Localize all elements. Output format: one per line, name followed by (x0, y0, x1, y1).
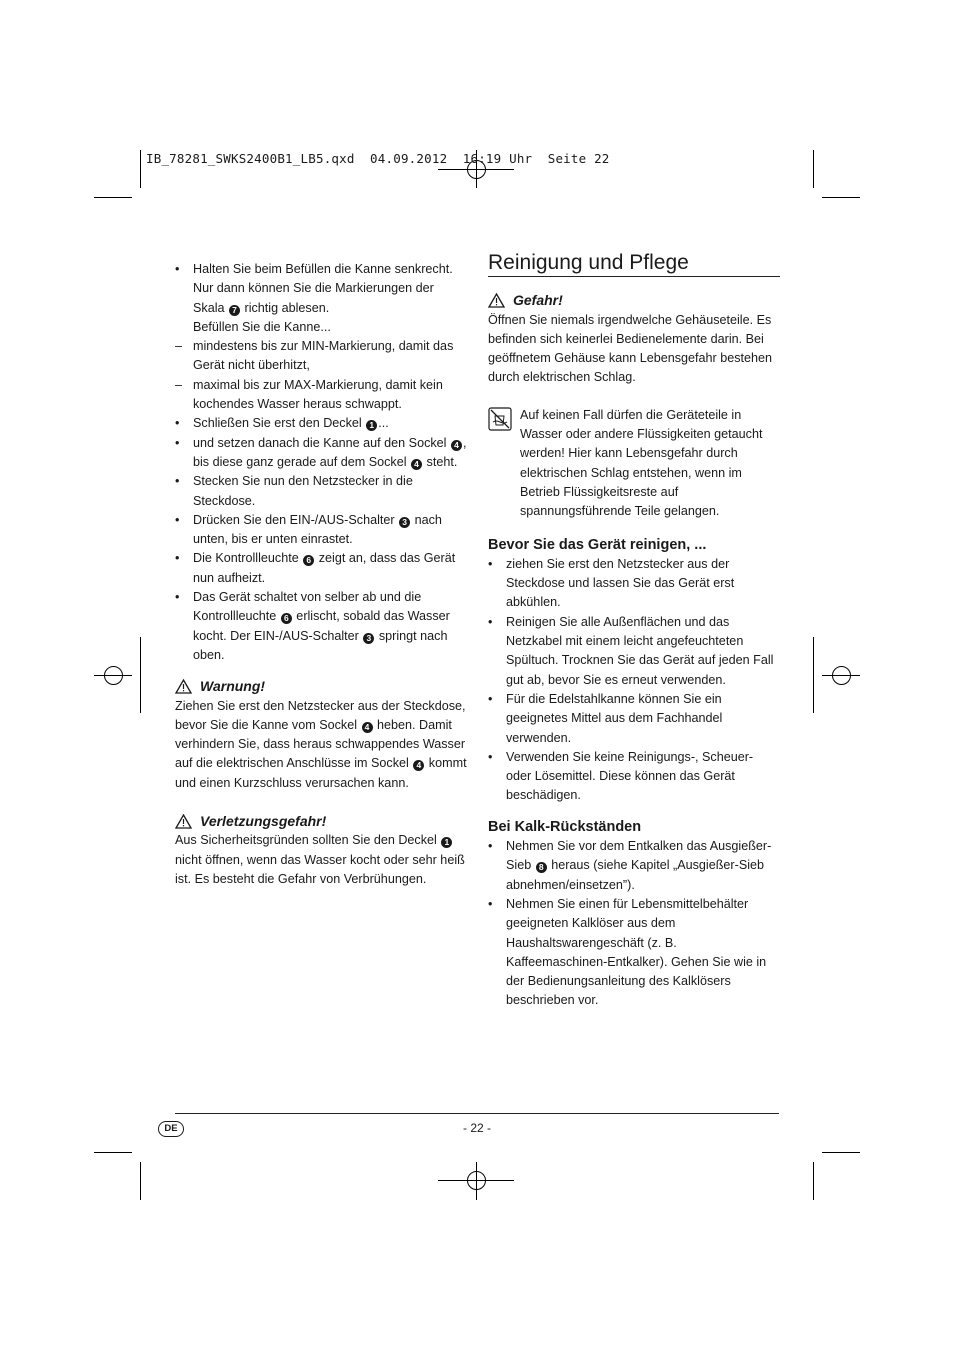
setup-steps-list (175, 260, 467, 665)
file-header: IB_78281_SWKS2400B1_LB5.qxd 04.09.2012 16:19 Uhr Seite 22 (146, 151, 610, 166)
footer-rule (175, 1113, 779, 1114)
danger-title: Gefahr! (513, 292, 563, 309)
text-segment: Die Kontrollleuchte (193, 551, 303, 566)
list-item-text: Für die Edelstahlkanne können Sie ein geeignetes Mittel aus dem Fachhandel verwenden. (506, 691, 723, 745)
reference-number: 4 (362, 722, 373, 733)
immersion-text: Auf keinen Fall dürfen die Geräteteile in Wasser oder andere Flüssigkeiten getaucht werden! Hier kann Lebensgefahr durch elektrischen Schlag entstehen, wenn im Betrieb Flüssigkeitsreste auf spannungsführende Teile gelangen. (520, 407, 763, 519)
text-segment: maximal bis zur MAX-Markierung, damit kein kochendes Wasser heraus schwappt. (193, 377, 443, 412)
list-item (175, 511, 467, 550)
reference-number: 1 (366, 420, 377, 431)
language-badge: DE (158, 1121, 184, 1137)
reference-number: 4 (413, 760, 424, 771)
list-marker: • (175, 590, 180, 605)
title-rule (488, 276, 780, 277)
text-segment: kommt und einen Kurzschluss verursachen kann. (175, 756, 467, 790)
reference-number: 8 (536, 862, 547, 873)
list-item-text: ziehen Sie erst den Netzstecker aus der Steckdose und lassen Sie das Gerät erst abkühlen. (506, 556, 735, 610)
text-segment: nicht öffnen, wenn das Wasser kocht oder sehr heiß ist. Es besteht die Gefahr von Verbrühungen. (175, 852, 465, 886)
list-item (175, 260, 467, 337)
immersion-warning (488, 406, 780, 522)
bullet-marker: • (488, 749, 493, 764)
text-segment: Nehmen Sie einen für Lebensmittelbehälter geeigneten Kalklöser aus dem Haushaltswarengeschäft (z. B. Kaffeemaschinen-Entkalker). Gehen Sie wie in der Bedienungsanleitung des Kalklösers beschrieben vor. (506, 896, 767, 1008)
warning-triangle-icon (175, 679, 192, 694)
list-item (488, 555, 780, 613)
list-item (175, 337, 467, 376)
reference-number: 6 (281, 613, 292, 624)
text-segment: Aus Sicherheitsgründen sollten Sie den Deckel (175, 833, 441, 848)
list-marker: • (175, 435, 180, 450)
reference-number: 7 (229, 305, 240, 316)
text-segment: nach unten, bis er unten einrastet. (193, 512, 442, 547)
reference-number: 4 (451, 440, 462, 451)
list-item-text: Reinigen Sie alle Außenflächen und das Netzkabel mit einem leicht angefeuchteten Spültuch. Trocknen Sie das Gerät auf jeden Fall gut ab, bevor Sie es erneut verwenden. (506, 614, 774, 687)
limescale-heading: Bei Kalk-Rückständen (488, 818, 642, 835)
warning-text (175, 697, 467, 793)
bullet-marker: • (488, 839, 493, 854)
warning-heading (175, 677, 467, 696)
reference-number: 1 (441, 837, 452, 848)
text-segment: Stecken Sie nun den Netzstecker in die Steckdose. (193, 474, 413, 508)
text-segment: heraus (siehe Kapitel „Ausgießer-Sieb abnehmen/einsetzen”). (506, 858, 765, 892)
list-item (488, 690, 780, 748)
before-cleaning-list (488, 555, 780, 806)
reference-number: 6 (303, 555, 314, 566)
text-segment: zeigt an, dass das Gerät nun aufheizt. (193, 551, 456, 585)
left-column (175, 260, 467, 889)
reference-number: 3 (399, 517, 410, 528)
injury-heading (175, 812, 467, 831)
text-segment: steht. (423, 454, 458, 469)
warning-triangle-icon (175, 814, 192, 829)
text-segment: , bis diese ganz gerade auf dem Sockel (193, 435, 467, 469)
list-item (488, 613, 780, 690)
list-marker: • (175, 262, 180, 276)
injury-text (175, 831, 467, 889)
list-item (175, 549, 467, 588)
list-subline: Befüllen Sie die Kanne... (193, 319, 331, 334)
no-immersion-icon (488, 407, 512, 431)
list-item (175, 588, 467, 665)
reference-number: 4 (411, 459, 422, 470)
text-segment: und setzen danach die Kanne auf den Sockel (193, 435, 450, 450)
list-item-text: Verwenden Sie keine Reinigungs-, Scheuer- oder Lösemittel. Diese können das Gerät beschädigen. (506, 749, 754, 803)
bullet-marker: • (488, 614, 493, 629)
list-item (488, 837, 780, 895)
bullet-marker: • (488, 691, 493, 706)
warning-title: Warnung! (200, 678, 266, 695)
danger-heading (488, 291, 780, 310)
right-column (488, 253, 780, 1011)
list-item (175, 376, 467, 415)
list-item (175, 472, 467, 511)
list-item (488, 748, 780, 806)
text-segment: richtig ablesen. (241, 300, 330, 315)
list-marker: • (175, 416, 180, 431)
warning-triangle-icon (488, 293, 505, 308)
bullet-marker: • (488, 556, 493, 571)
text-segment: Drücken Sie den EIN-/AUS-Schalter (193, 512, 399, 527)
text-segment: Schließen Sie erst den Deckel (193, 416, 366, 431)
list-marker: – (175, 339, 183, 354)
list-item (175, 434, 467, 473)
text-segment: heben. Damit verhindern Sie, dass heraus schwappendes Wasser auf die elektrischen Anschlüsse im Sockel (175, 717, 466, 771)
before-cleaning-heading: Bevor Sie das Gerät reinigen, ... (488, 536, 707, 553)
list-marker: • (175, 474, 180, 489)
injury-title: Verletzungsgefahr! (200, 813, 327, 830)
section-title: Reinigung und Pflege (488, 251, 689, 274)
reference-number: 3 (363, 633, 374, 644)
text-segment: Ziehen Sie erst den Netzstecker aus der Steckdose, bevor Sie die Kanne vom Sockel (175, 698, 466, 732)
text-segment: ... (378, 416, 389, 431)
list-item (175, 414, 467, 433)
bullet-marker: • (488, 896, 493, 911)
page-number: - 22 - (462, 1121, 491, 1135)
list-marker: – (175, 377, 183, 392)
text-segment: mindestens bis zur MIN-Markierung, damit das Gerät nicht überhitzt, (193, 339, 454, 373)
list-marker: • (175, 512, 180, 527)
text-segment: Das Gerät schaltet von selber ab und die Kontrollleuchte (193, 590, 422, 624)
text-segment: erlischt, sobald das Wasser kocht. Der EIN-/AUS-Schalter (193, 609, 450, 643)
text-segment: Nehmen Sie vor dem Entkalken das Ausgießer-Sieb (506, 839, 772, 873)
list-marker: • (175, 551, 180, 566)
limescale-list (488, 837, 780, 1011)
danger-text: Öffnen Sie niemals irgendwelche Gehäuseteile. Es befinden sich keinerlei Bedienelemente darin. Bei geöffnetem Gehäuse kann Lebensgefahr bestehen durch elektrischen Schlag. (488, 312, 773, 385)
text-segment: Halten Sie beim Befüllen die Kanne senkrecht. Nur dann können Sie die Markierungen der Skala (193, 262, 453, 315)
list-item (488, 895, 780, 1011)
text-segment: springt nach oben. (193, 628, 448, 662)
